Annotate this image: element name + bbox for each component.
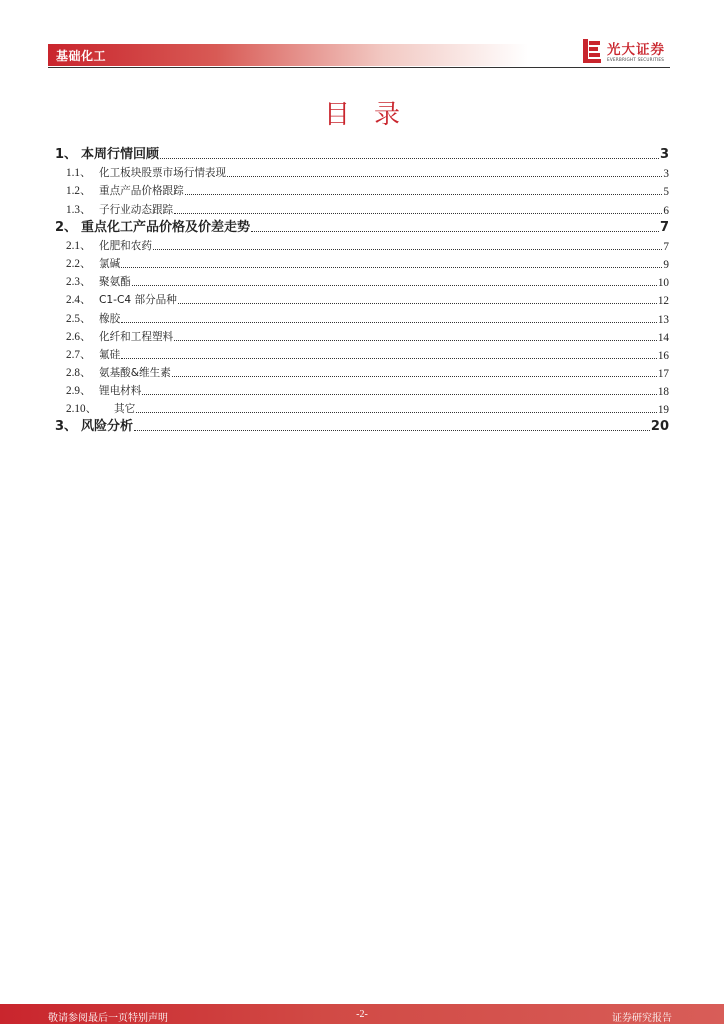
- toc-entry-page: 18: [657, 386, 669, 399]
- toc-entry-page: 17: [657, 368, 669, 381]
- toc-entry[interactable]: [55, 398, 669, 416]
- toc-entry-page: 14: [657, 331, 669, 344]
- toc-entry-title: 聚氨酯: [99, 276, 131, 289]
- toc-entry-number: 2.6、: [66, 330, 92, 343]
- toc-entry[interactable]: [55, 271, 669, 289]
- toc-entry-title: 重点产品价格跟踪: [99, 185, 184, 198]
- toc-entry-title: 重点化工产品价格及价差走势: [81, 219, 251, 235]
- toc-entry-number: 2.4、: [66, 294, 92, 307]
- report-type: 证券研究报告: [612, 1013, 672, 1024]
- toc-entry-number: 1.3、: [66, 203, 92, 216]
- toc-entry-title: 子行业动态跟踪: [99, 203, 174, 216]
- toc-entry-page: 20: [650, 419, 669, 435]
- toc-entry-title: 本周行情回顾: [81, 147, 160, 162]
- everbright-logo-icon: [582, 38, 602, 64]
- toc-entry[interactable]: [55, 380, 669, 398]
- toc-entry[interactable]: [55, 253, 669, 271]
- toc-leader-dots: [227, 172, 662, 177]
- toc-entry-number: 2.2、: [66, 257, 92, 270]
- toc-entry[interactable]: [55, 235, 669, 253]
- logo-name-en: EVERBRIGHT SECURITIES: [607, 57, 665, 62]
- toc-entry-page: 7: [663, 240, 669, 253]
- toc-entry[interactable]: [55, 180, 669, 198]
- toc-entry[interactable]: [55, 416, 669, 434]
- toc-entry-number: 2.9、: [66, 385, 92, 398]
- toc-entry-number: 2、: [55, 219, 78, 235]
- toc-entry[interactable]: [55, 289, 669, 307]
- toc-leader-dots: [185, 190, 663, 195]
- toc-leader-dots: [251, 227, 659, 232]
- header-band: [48, 44, 528, 66]
- toc-leader-dots: [174, 336, 657, 341]
- toc-entry[interactable]: [55, 344, 669, 362]
- toc-leader-dots: [178, 299, 657, 304]
- toc-entry-title: 风险分析: [81, 419, 134, 435]
- toc-leader-dots: [172, 372, 657, 377]
- toc-entry-title: 氨基酸&维生素: [99, 367, 171, 380]
- toc-leader-dots: [121, 354, 657, 359]
- toc-entry-number: 2.10、: [66, 403, 97, 416]
- toc-entry-page: 12: [657, 295, 669, 308]
- toc-leader-dots: [121, 318, 657, 323]
- toc-entry-number: 2.5、: [66, 312, 92, 325]
- toc-entry-page: 9: [663, 258, 669, 271]
- logo-name-cn: 光大证券: [607, 42, 665, 58]
- toc-entry-number: 2.8、: [66, 367, 92, 380]
- toc-entry-page: 7: [659, 219, 669, 235]
- company-logo: [582, 38, 674, 66]
- toc-entry-number: 3、: [55, 419, 78, 435]
- toc-entry-title: 化纤和工程塑料: [99, 330, 174, 343]
- toc-leader-dots: [134, 426, 650, 431]
- disclaimer-notice: 敬请参阅最后一页特别声明: [48, 1013, 168, 1024]
- sector-label: 基础化工: [56, 49, 107, 63]
- toc-entry[interactable]: [55, 362, 669, 380]
- toc-entry-title: 锂电材料: [99, 385, 142, 398]
- toc-entry-number: 2.3、: [66, 276, 92, 289]
- table-of-contents: [55, 144, 669, 434]
- toc-leader-dots: [142, 390, 656, 395]
- toc-entry-title: 化肥和农药: [99, 239, 152, 252]
- toc-entry-number: 2.1、: [66, 239, 92, 252]
- toc-entry-title: 氟硅: [99, 348, 121, 361]
- toc-entry-number: 1.2、: [66, 185, 92, 198]
- toc-entry-page: 19: [657, 404, 669, 417]
- toc-entry-page: 13: [657, 313, 669, 326]
- toc-entry[interactable]: [55, 144, 669, 162]
- toc-entry[interactable]: [55, 198, 669, 216]
- toc-entry-title: 橡胶: [99, 312, 121, 325]
- toc-entry-page: 6: [663, 204, 669, 217]
- toc-title: 目录: [323, 100, 424, 130]
- header-divider: [48, 67, 670, 68]
- toc-leader-dots: [174, 209, 662, 214]
- toc-leader-dots: [160, 154, 659, 159]
- toc-entry-number: 2.7、: [66, 348, 92, 361]
- toc-entry-page: 16: [657, 349, 669, 362]
- toc-leader-dots: [153, 245, 662, 250]
- toc-entry[interactable]: [55, 217, 669, 235]
- toc-entry-page: 3: [659, 147, 669, 162]
- toc-entry-title: 氯碱: [99, 257, 121, 270]
- toc-entry-page: 3: [663, 168, 669, 181]
- toc-entry[interactable]: [55, 162, 669, 180]
- toc-entry-page: 5: [663, 186, 669, 199]
- toc-leader-dots: [136, 408, 657, 413]
- toc-entry-number: 1.1、: [66, 167, 92, 180]
- toc-entry[interactable]: [55, 307, 669, 325]
- page-number: -2-: [356, 1009, 368, 1020]
- toc-entry-title: 其它: [114, 403, 136, 416]
- toc-leader-dots: [132, 281, 657, 286]
- toc-entry-page: 10: [657, 277, 669, 290]
- toc-entry-number: 1、: [55, 147, 78, 162]
- toc-leader-dots: [121, 263, 662, 268]
- toc-entry-title: C1-C4 部分品种: [99, 294, 177, 307]
- toc-entry[interactable]: [55, 326, 669, 344]
- toc-entry-title: 化工板块股票市场行情表现: [99, 167, 227, 180]
